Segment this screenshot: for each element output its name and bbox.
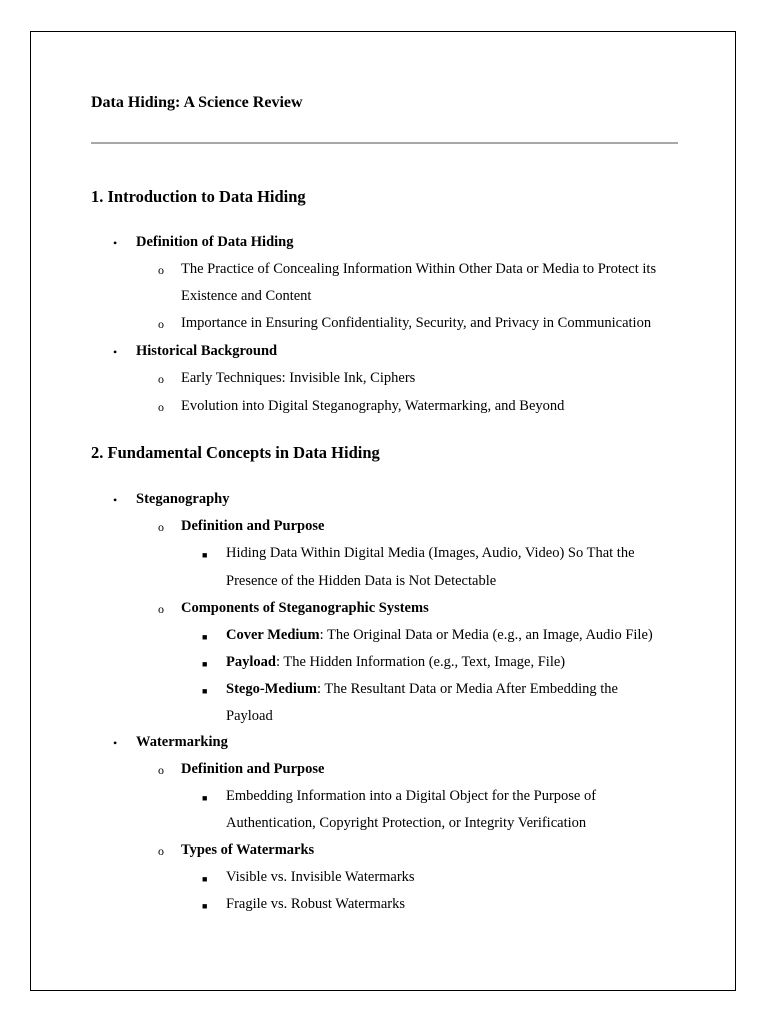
bullet-circle: o (158, 263, 164, 277)
list-item: Evolution into Digital Steganography, Watermarking, and Beyond (181, 398, 565, 414)
bullet-square: ■ (202, 874, 208, 884)
bullet-circle: o (158, 317, 164, 331)
bullet-circle: o (158, 400, 164, 414)
document-title: Data Hiding: A Science Review (91, 94, 303, 111)
bullet-disc: • (113, 493, 118, 507)
list-item-continuation: Authentication, Copyright Protection, or Integrity Verification (226, 815, 587, 831)
list-item: Embedding Information into a Digital Object for the Purpose of (226, 788, 597, 804)
term: Cover Medium (226, 627, 320, 643)
section-heading: 2. Fundamental Concepts in Data Hiding (91, 443, 380, 462)
list-item: Watermarking (136, 734, 228, 750)
term-description: : The Resultant Data or Media After Embedding the (317, 681, 618, 697)
bullet-circle: o (158, 763, 164, 777)
list-item: Visible vs. Invisible Watermarks (226, 869, 415, 885)
bullet-square: ■ (202, 901, 208, 911)
bullet-square: ■ (202, 686, 208, 696)
bullet-square: ■ (202, 632, 208, 642)
bullet-square: ■ (202, 550, 208, 560)
bullet-disc: • (113, 236, 118, 250)
list-item: Importance in Ensuring Confidentiality, Security, and Privacy in Communication (181, 315, 652, 331)
list-item: Historical Background (136, 343, 278, 359)
bullet-circle: o (158, 372, 164, 386)
list-item: Fragile vs. Robust Watermarks (226, 896, 405, 912)
list-item (226, 680, 618, 698)
bullet-square: ■ (202, 793, 208, 803)
list-item-continuation: Presence of the Hidden Data is Not Detectable (226, 573, 497, 589)
list-item (226, 626, 653, 644)
list-item: Types of Watermarks (181, 842, 315, 858)
list-item: Definition of Data Hiding (136, 234, 294, 250)
list-item-continuation: Existence and Content (181, 288, 312, 304)
term-description: : The Original Data or Media (e.g., an Image, Audio File) (319, 627, 653, 643)
bullet-circle: o (158, 602, 164, 616)
list-item-continuation: Payload (226, 708, 273, 724)
section-heading: 1. Introduction to Data Hiding (91, 187, 306, 206)
term: Payload (226, 654, 276, 670)
bullet-disc: • (113, 345, 118, 359)
horizontal-rule (91, 142, 678, 144)
list-item: Definition and Purpose (181, 518, 325, 534)
list-item: The Practice of Concealing Information Within Other Data or Media to Protect its (181, 261, 657, 277)
list-item: Hiding Data Within Digital Media (Images, Audio, Video) So That the (226, 545, 635, 561)
document-page (30, 31, 736, 991)
list-item: Early Techniques: Invisible Ink, Ciphers (181, 370, 416, 386)
term: Stego-Medium (226, 681, 318, 697)
list-item: Steganography (136, 491, 230, 507)
term-description: : The Hidden Information (e.g., Text, Image, File) (275, 654, 566, 670)
bullet-disc: • (113, 736, 118, 750)
list-item: Definition and Purpose (181, 761, 325, 777)
bullet-circle: o (158, 520, 164, 534)
list-item: Components of Steganographic Systems (181, 600, 429, 616)
bullet-square: ■ (202, 659, 208, 669)
bullet-circle: o (158, 844, 164, 858)
list-item (226, 653, 565, 671)
